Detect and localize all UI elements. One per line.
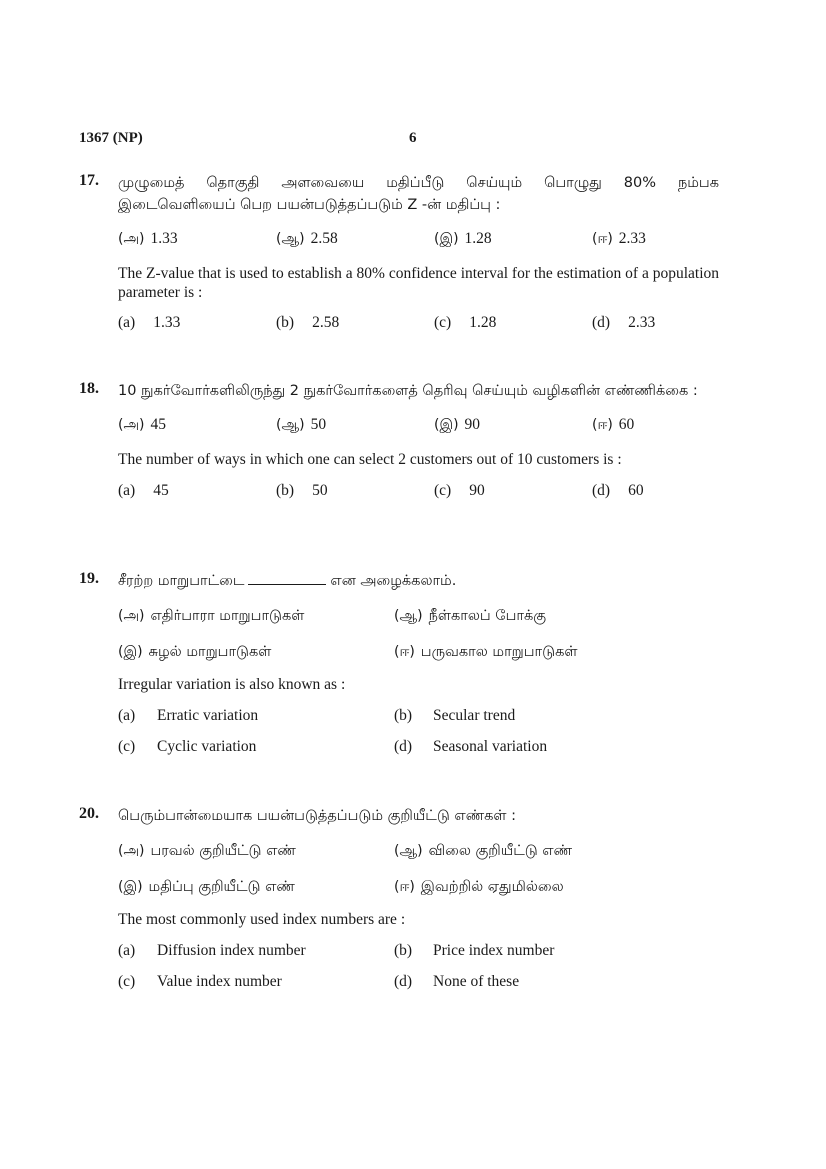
english-options-row-1: [118, 707, 719, 727]
option-c: (c) Cyclic variation: [118, 738, 257, 755]
option-d: (d) 2.33: [592, 314, 656, 331]
tamil-options: [118, 416, 719, 436]
option-d: (d) 60: [592, 482, 644, 499]
english-question-text: The number of ways in which one can select 2 customers out of 10 customers is :: [118, 451, 622, 468]
question-number: 18.: [79, 380, 99, 397]
page-number: 6: [409, 130, 417, 146]
english-question-text: The Z-value that is used to establish a 80% confidence interval for the estimation of a population parameter is :: [118, 265, 719, 301]
question-17: [79, 172, 719, 334]
tamil-options-row-2: [118, 641, 719, 661]
option-b-tamil: (ஆ) நீள்காலப் போக்கு: [394, 608, 547, 624]
option-d-tamil: (ஈ) 2.33: [592, 230, 646, 247]
english-options: [118, 482, 719, 502]
option-a: (a) 45: [118, 482, 169, 499]
question-number: 19.: [79, 570, 99, 587]
english-options-row-1: [118, 942, 719, 962]
english-question-text: Irregular variation is also known as :: [118, 676, 346, 693]
option-b-tamil: (ஆ) விலை குறியீட்டு எண்: [394, 843, 573, 859]
option-b: (b) Secular trend: [394, 707, 516, 724]
paper-code: 1367 (NP): [79, 130, 143, 146]
question-number: 20.: [79, 805, 99, 822]
tamil-options: [118, 230, 719, 250]
english-options-row-2: [118, 738, 719, 758]
option-c-tamil: (இ) மதிப்பு குறியீட்டு எண்: [118, 879, 295, 895]
english-options-row-2: [118, 973, 719, 993]
fill-in-blank: [248, 584, 326, 585]
option-c-tamil: (இ) 1.28: [434, 230, 492, 247]
option-b-tamil: (ஆ) 2.58: [276, 230, 338, 247]
option-b: (b) Price index number: [394, 942, 555, 959]
option-d: (d) None of these: [394, 973, 520, 990]
option-a: (a) Diffusion index number: [118, 942, 306, 959]
tamil-options-row-1: [118, 840, 719, 860]
tamil-question-text: பெரும்பான்மையாக பயன்படுத்தப்படும் குறியீட்டு எண்கள் :: [118, 808, 517, 824]
option-a-tamil: (அ) 1.33: [118, 230, 178, 247]
question-20: [79, 805, 719, 993]
option-b: (b) 2.58: [276, 314, 340, 331]
option-c-tamil: (இ) சுழல் மாறுபாடுகள்: [118, 644, 272, 660]
option-d-tamil: (ஈ) 60: [592, 416, 635, 433]
option-c: (c) 90: [434, 482, 485, 499]
tamil-question-text: 10 நுகர்வோர்களிலிருந்து 2 நுகர்வோர்களைத் தெரிவு செய்யும் வழிகளின் எண்ணிக்கை :: [118, 383, 698, 399]
tamil-question-text: சீரற்ற மாறுபாட்டை என அழைக்கலாம்.: [118, 573, 457, 589]
option-d: (d) Seasonal variation: [394, 738, 548, 755]
option-a: (a) Erratic variation: [118, 707, 259, 724]
option-d-tamil: (ஈ) பருவகால மாறுபாடுகள்: [394, 644, 578, 660]
question-number: 17.: [79, 172, 99, 189]
option-a-tamil: (அ) எதிர்பாரா மாறுபாடுகள்: [118, 608, 305, 624]
page-header: [79, 130, 719, 150]
option-c: (c) Value index number: [118, 973, 282, 990]
english-options: [118, 314, 719, 334]
option-b: (b) 50: [276, 482, 328, 499]
option-a-tamil: (அ) 45: [118, 416, 166, 433]
option-a: (a) 1.33: [118, 314, 181, 331]
option-c: (c) 1.28: [434, 314, 497, 331]
question-18: [79, 380, 719, 502]
tamil-options-row-2: [118, 876, 719, 896]
option-a-tamil: (அ) பரவல் குறியீட்டு எண்: [118, 843, 296, 859]
question-19: [79, 570, 719, 758]
option-b-tamil: (ஆ) 50: [276, 416, 327, 433]
option-c-tamil: (இ) 90: [434, 416, 481, 433]
tamil-question-text: முழுமைத் தொகுதி அளவையை மதிப்பீடு செய்யும் பொழுது 80% நம்பக இடைவெளியைப் பெற பயன்படுத்தப்படும் Z -ன் மதிப்பு :: [118, 175, 719, 213]
english-question-text: The most commonly used index numbers are :: [118, 911, 406, 928]
option-d-tamil: (ஈ) இவற்றில் ஏதுமில்லை: [394, 879, 564, 895]
tamil-options-row-1: [118, 605, 719, 625]
